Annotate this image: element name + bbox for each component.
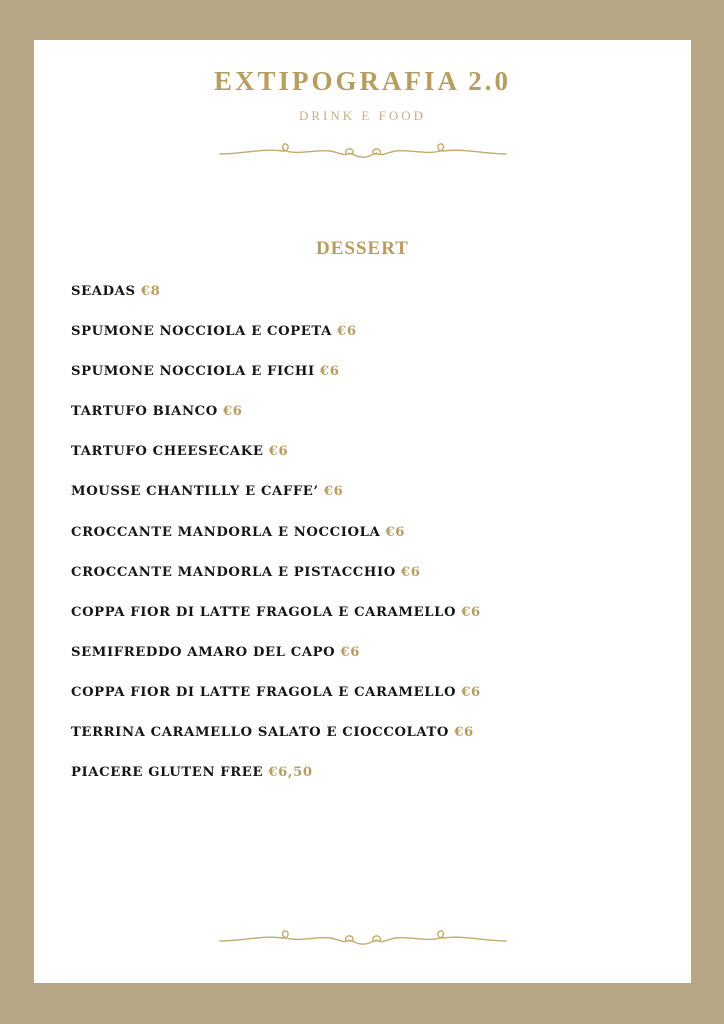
- item-price: €6: [454, 725, 474, 741]
- dessert-menu-list: [71, 281, 481, 802]
- item-price: €6: [268, 444, 289, 460]
- section-title: DESSERT: [316, 238, 409, 259]
- menu-item: [71, 642, 481, 682]
- item-name: TARTUFO CHEESECAKE: [71, 444, 264, 460]
- item-name: SEMIFREDDO AMARO DEL CAPO: [71, 644, 336, 660]
- item-price: €6: [401, 564, 421, 580]
- menu-item: [71, 361, 481, 401]
- item-name: CROCCANTE MANDORLA E NOCCIOLA: [71, 524, 381, 540]
- item-name: PIACERE GLUTEN FREE: [71, 765, 264, 781]
- brand-title: EXTIPOGRAFIA 2.0: [213, 66, 512, 96]
- item-name: SPUMONE NOCCIOLA E COPETA: [71, 324, 332, 340]
- item-name: COPPA FIOR DI LATTE FRAGOLA E CARAMELLO: [71, 684, 457, 700]
- menu-item: [71, 522, 481, 562]
- item-name: TERRINA CARAMELLO SALATO E CIOCCOLATO: [71, 725, 450, 741]
- menu-item: [71, 762, 481, 802]
- flourish-divider-icon: [34, 923, 691, 951]
- menu-item: [71, 602, 481, 642]
- menu-item: [71, 401, 481, 441]
- item-price: €6: [319, 364, 340, 380]
- menu-item: [71, 481, 481, 521]
- flourish-divider-icon: [34, 136, 691, 164]
- item-name: TARTUFO BIANCO: [71, 404, 218, 420]
- item-price: €6: [340, 644, 361, 660]
- menu-card: [34, 40, 691, 983]
- menu-item: [71, 562, 481, 602]
- menu-item: [71, 281, 481, 321]
- item-price: €6: [337, 324, 357, 340]
- brand-tagline: DRINK E FOOD: [299, 108, 426, 123]
- item-name: MOUSSE CHANTILLY E CAFFE’: [71, 484, 319, 500]
- item-price: €6: [385, 524, 406, 540]
- item-price: €6: [323, 484, 344, 500]
- item-price: €6: [223, 404, 243, 420]
- menu-item: [71, 722, 481, 762]
- item-name: SPUMONE NOCCIOLA E FICHI: [71, 364, 315, 380]
- menu-item: [71, 321, 481, 361]
- item-name: COPPA FIOR DI LATTE FRAGOLA E CARAMELLO: [71, 604, 457, 620]
- menu-item: [71, 441, 481, 481]
- item-price: €8: [140, 284, 161, 299]
- item-price: €6: [461, 604, 481, 620]
- item-name: SEADAS: [71, 284, 136, 299]
- item-price: €6: [461, 684, 481, 700]
- menu-item: [71, 682, 481, 722]
- item-name: CROCCANTE MANDORLA E PISTACCHIO: [71, 564, 396, 580]
- item-price: €6,50: [268, 765, 313, 781]
